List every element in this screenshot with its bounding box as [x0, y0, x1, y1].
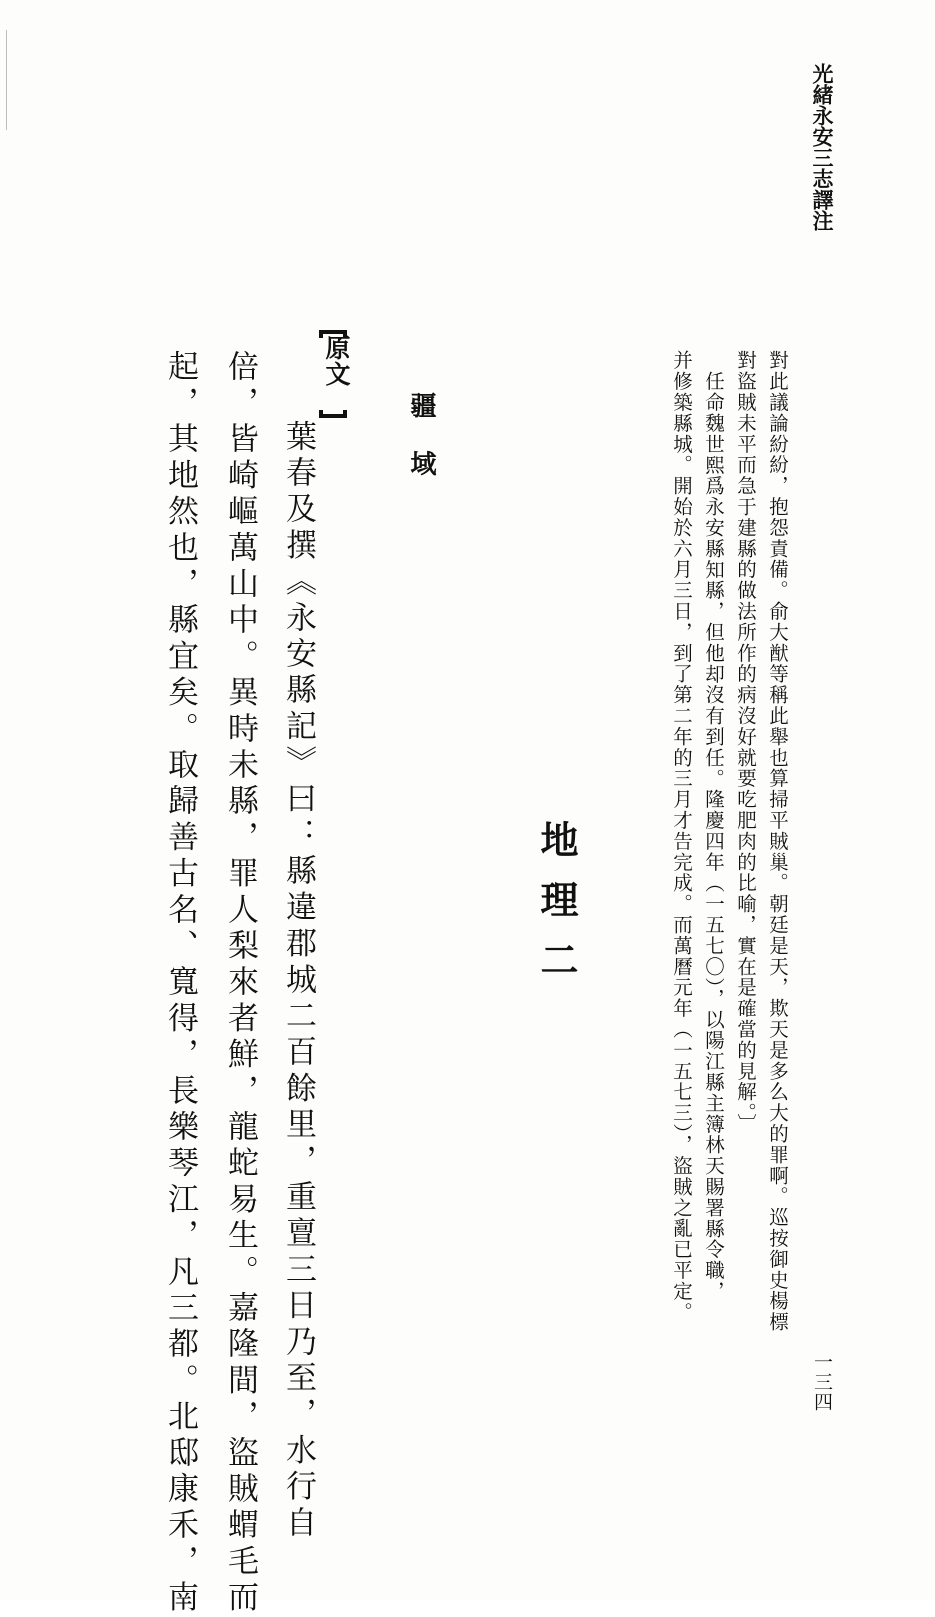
original-text-label: 原文 — [322, 335, 351, 387]
commentary-line-2: 對盜賊未平而急于建縣的做法所作的病沒好就要吃肥肉的比喻，實在是確當的見解。〕 — [734, 350, 757, 1135]
scan-edge-mark — [6, 30, 7, 130]
page-number: 一三四 — [811, 1352, 833, 1412]
running-header-title: 光緒永安三志譯注 — [810, 63, 835, 231]
commentary-line-1: 對此議論紛紛，抱怨責備。俞大猷等稱此舉也算掃平賊巢。朝廷是天，欺天是多么大的罪啊。巡按御史楊標 — [766, 350, 789, 1333]
commentary-line-4: 并修築縣城。開始於六月三日，到了第二年的三月才告完成。而萬曆元年（一五七三），盜賊之亂已平定。 — [670, 350, 693, 1323]
label-bracket-bottom — [319, 410, 347, 418]
chapter-title: 地理二 — [534, 820, 579, 1000]
body-text-line-3: 起，其地然也，縣宜矣。取歸善古名、寬得，長樂琴江，凡三都。北邸康禾，南 — [162, 350, 198, 1617]
section-title: 疆域 — [406, 392, 436, 508]
body-text-line-2: 倍，皆崎嶇萬山中。異時未縣，罪人梨來者鮮，龍蛇易生。嘉隆間，盜賊蝟毛而 — [222, 350, 258, 1617]
body-text-line-1: 葉春及撰《永安縣記》曰：縣違郡城二百餘里，重亶三日乃至，水行自 — [280, 420, 316, 1543]
commentary-line-3: 任命魏世熙爲永安縣知縣，但他却沒有到任。隆慶四年（一五七〇），以陽江縣主簿林天賜署縣令職， — [702, 371, 725, 1302]
